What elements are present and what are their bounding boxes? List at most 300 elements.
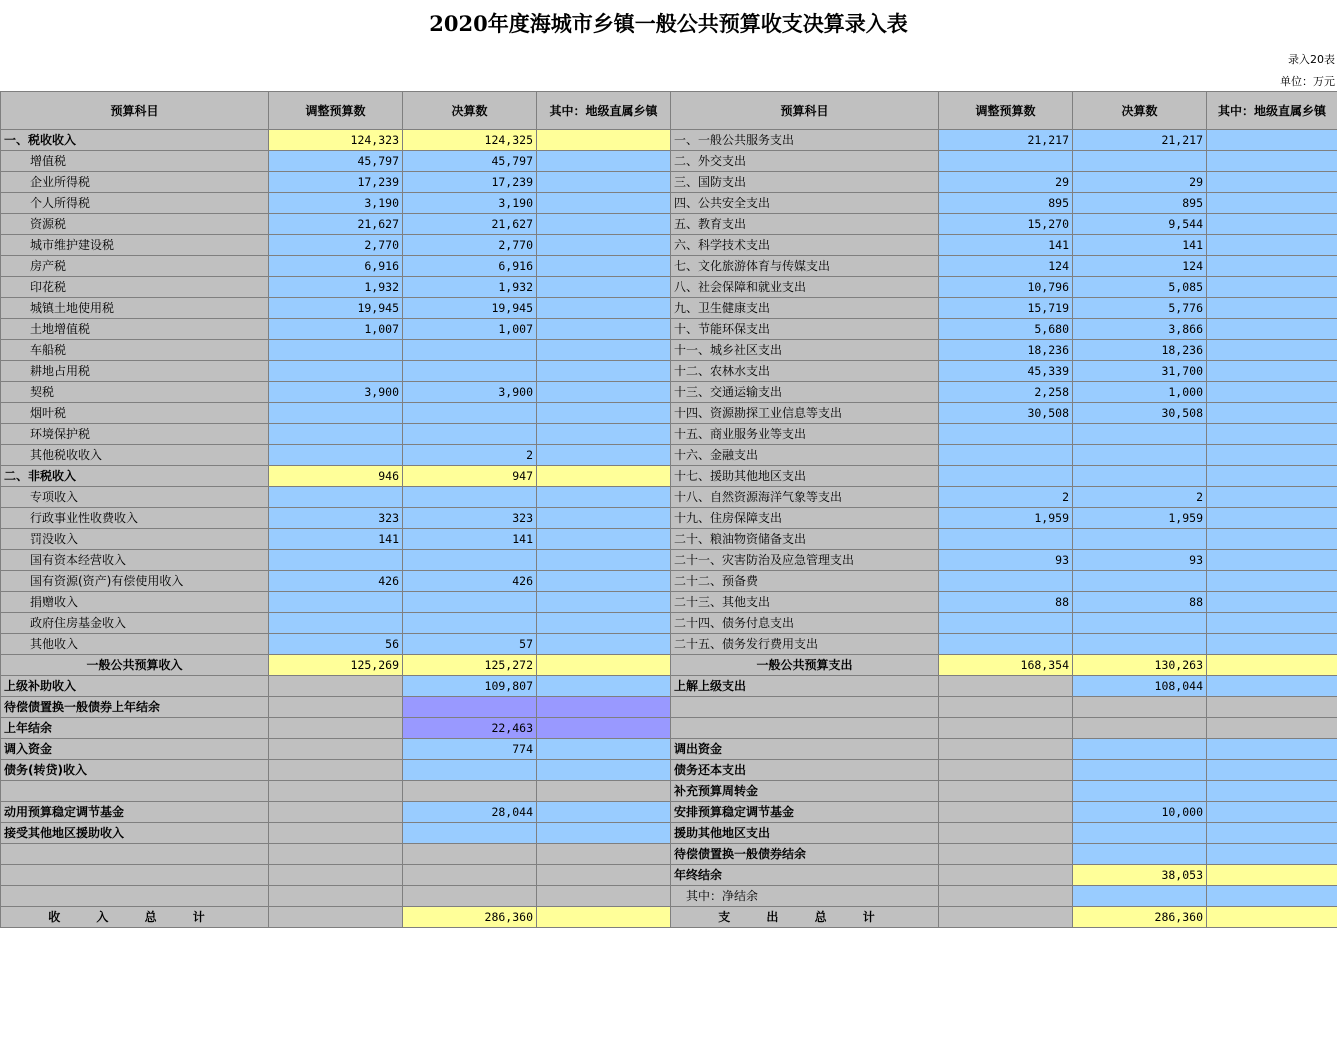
adjusted-budget-cell[interactable] [269,592,403,613]
final-amount-cell[interactable]: 1,959 [1073,508,1207,529]
adjusted-budget-cell [939,781,1073,802]
direct-township-cell[interactable] [537,529,671,550]
direct-township-cell[interactable] [537,361,671,382]
revenue-item-label: 其他税收收入 [1,445,269,466]
final-amount-cell[interactable]: 22,463 [403,718,537,739]
final-amount-cell[interactable] [1073,886,1207,907]
adjusted-budget-cell[interactable] [939,151,1073,172]
table-row [1,907,1337,928]
direct-township-cell[interactable] [537,445,671,466]
final-amount-cell[interactable] [1073,844,1207,865]
final-amount-cell[interactable]: 1,932 [403,277,537,298]
final-amount-cell[interactable]: 19,945 [403,298,537,319]
direct-township-cell[interactable] [1207,424,1337,445]
adjusted-budget-cell[interactable]: 2,770 [269,235,403,256]
direct-township-cell[interactable] [537,340,671,361]
direct-township-cell[interactable] [1207,214,1337,235]
adjusted-budget-cell[interactable] [269,445,403,466]
table-row [1,823,1337,844]
table-row [1,529,1337,550]
adjusted-budget-cell[interactable]: 1,932 [269,277,403,298]
table-row [1,634,1337,655]
table-row [1,718,1337,739]
final-amount-cell[interactable]: 426 [403,571,537,592]
direct-township-cell[interactable] [1207,760,1337,781]
adjusted-budget-cell[interactable]: 6,916 [269,256,403,277]
direct-township-cell[interactable] [1207,319,1337,340]
table-row [1,697,1337,718]
final-amount-cell[interactable]: 5,085 [1073,277,1207,298]
expenditure-item-label: 年终结余 [671,865,939,886]
direct-township-cell [1207,697,1337,718]
expenditure-item-label: 二十五、债务发行费用支出 [671,634,939,655]
adjusted-budget-cell[interactable] [939,571,1073,592]
direct-township-cell[interactable] [1207,634,1337,655]
expenditure-item-label: 一、一般公共服务支出 [671,130,939,151]
final-amount-cell[interactable] [1073,466,1207,487]
adjusted-budget-cell[interactable] [939,529,1073,550]
final-amount-cell[interactable] [403,403,537,424]
direct-township-cell[interactable] [537,634,671,655]
table-row [1,613,1337,634]
adjusted-budget-cell [939,886,1073,907]
direct-township-cell[interactable] [537,802,671,823]
adjusted-budget-cell[interactable]: 19,945 [269,298,403,319]
adjusted-budget-cell[interactable] [939,445,1073,466]
header-row [1,92,1337,130]
expenditure-item-label: 六、科学技术支出 [671,235,939,256]
adjusted-budget-cell [939,823,1073,844]
final-amount-cell[interactable] [1073,739,1207,760]
direct-township-cell[interactable] [537,319,671,340]
final-amount-cell [1073,697,1207,718]
adjusted-budget-cell [939,718,1073,739]
adjusted-budget-cell[interactable]: 5,680 [939,319,1073,340]
adjusted-budget-cell[interactable] [939,634,1073,655]
direct-township-cell[interactable] [1207,235,1337,256]
final-amount-cell[interactable]: 2,770 [403,235,537,256]
direct-township-cell[interactable] [537,466,671,487]
final-amount-cell[interactable] [403,487,537,508]
adjusted-budget-cell[interactable] [269,613,403,634]
table-row [1,403,1337,424]
direct-township-cell[interactable] [537,214,671,235]
expenditure-item-label: 十二、农林水支出 [671,361,939,382]
final-amount-cell[interactable]: 2 [1073,487,1207,508]
adjusted-budget-cell[interactable]: 141 [939,235,1073,256]
adjusted-budget-cell[interactable]: 2,258 [939,382,1073,403]
table-row [1,865,1337,886]
direct-township-cell[interactable] [537,760,671,781]
table-row [1,445,1337,466]
direct-township-cell[interactable] [1207,844,1337,865]
direct-township-cell[interactable] [1207,256,1337,277]
direct-township-cell [1207,718,1337,739]
adjusted-budget-cell[interactable]: 30,508 [939,403,1073,424]
direct-township-cell[interactable] [1207,487,1337,508]
direct-township-cell[interactable] [537,592,671,613]
adjusted-budget-cell [269,781,403,802]
final-amount-cell[interactable] [1073,151,1207,172]
adjusted-budget-cell[interactable] [269,403,403,424]
direct-township-cell[interactable] [537,382,671,403]
adjusted-budget-cell[interactable]: 29 [939,172,1073,193]
direct-township-cell[interactable] [1207,886,1337,907]
final-amount-cell[interactable] [1073,571,1207,592]
final-amount-cell[interactable]: 124 [1073,256,1207,277]
final-amount-cell[interactable]: 323 [403,508,537,529]
direct-township-cell[interactable] [537,571,671,592]
direct-township-cell[interactable] [537,508,671,529]
unit-label: 单位：万元 [1280,75,1335,88]
final-amount-cell[interactable]: 108,044 [1073,676,1207,697]
final-amount-cell[interactable]: 38,053 [1073,865,1207,886]
revenue-item-label: 个人所得税 [1,193,269,214]
final-amount-cell[interactable]: 30,508 [1073,403,1207,424]
final-amount-cell [1073,718,1207,739]
final-amount-cell[interactable]: 125,272 [403,655,537,676]
final-amount-cell[interactable] [1073,445,1207,466]
direct-township-cell[interactable] [1207,361,1337,382]
table-row [1,256,1337,277]
direct-township-cell[interactable] [537,907,671,928]
direct-township-cell[interactable] [537,256,671,277]
final-amount-cell[interactable]: 130,263 [1073,655,1207,676]
direct-township-cell[interactable] [537,739,671,760]
revenue-item-label: 车船税 [1,340,269,361]
revenue-item-label: 二、非税收入 [1,466,269,487]
direct-township-cell[interactable] [537,487,671,508]
final-amount-cell[interactable] [403,550,537,571]
final-amount-cell[interactable]: 141 [403,529,537,550]
expenditure-item-label: 十五、商业服务业等支出 [671,424,939,445]
revenue-item-label: 债务(转贷)收入 [1,760,269,781]
table-row [1,361,1337,382]
adjusted-budget-cell[interactable] [939,466,1073,487]
adjusted-budget-cell [939,865,1073,886]
final-amount-cell[interactable]: 286,360 [403,907,537,928]
final-amount-cell[interactable] [1073,424,1207,445]
final-amount-cell [403,781,537,802]
final-amount-cell[interactable]: 21,217 [1073,130,1207,151]
table-row [1,466,1337,487]
expenditure-item-label: 十四、资源勘探工业信息等支出 [671,403,939,424]
revenue-item-label: 上级补助收入 [1,676,269,697]
direct-township-cell[interactable] [1207,865,1337,886]
final-amount-cell [403,844,537,865]
final-amount-cell[interactable]: 29 [1073,172,1207,193]
expenditure-item-label: 待偿债置换一般债券结余 [671,844,939,865]
final-amount-cell[interactable]: 1,000 [1073,382,1207,403]
revenue-item-label: 企业所得税 [1,172,269,193]
expenditure-item-label: 二十二、预备费 [671,571,939,592]
direct-township-cell[interactable] [1207,172,1337,193]
final-amount-cell[interactable] [403,613,537,634]
expenditure-item-label: 援助其他地区支出 [671,823,939,844]
form-code: 录入20表 [1288,53,1335,66]
direct-township-cell[interactable] [537,298,671,319]
adjusted-budget-cell[interactable]: 3,190 [269,193,403,214]
direct-township-cell[interactable] [1207,655,1337,676]
table-row [1,319,1337,340]
final-amount-cell[interactable]: 9,544 [1073,214,1207,235]
revenue-item-label: 收 入 总 计 [1,907,269,928]
adjusted-budget-cell[interactable]: 895 [939,193,1073,214]
adjusted-budget-cell[interactable]: 10,796 [939,277,1073,298]
direct-township-cell[interactable] [537,172,671,193]
adjusted-budget-cell[interactable]: 21,627 [269,214,403,235]
direct-township-cell[interactable] [1207,823,1337,844]
direct-township-cell[interactable] [1207,151,1337,172]
direct-township-cell[interactable] [1207,130,1337,151]
direct-township-cell[interactable] [537,403,671,424]
adjusted-budget-cell[interactable] [939,424,1073,445]
header-cell: 决算数 [403,92,537,130]
adjusted-budget-cell[interactable]: 1,959 [939,508,1073,529]
final-amount-cell[interactable]: 109,807 [403,676,537,697]
direct-township-cell[interactable] [1207,277,1337,298]
final-amount-cell[interactable] [403,592,537,613]
direct-township-cell[interactable] [1207,298,1337,319]
final-amount-cell[interactable]: 1,007 [403,319,537,340]
expenditure-item-label: 十六、金融支出 [671,445,939,466]
direct-township-cell [537,865,671,886]
direct-township-cell[interactable] [1207,403,1337,424]
adjusted-budget-cell[interactable]: 141 [269,529,403,550]
header-cell: 预算科目 [1,92,269,130]
adjusted-budget-cell [939,907,1073,928]
adjusted-budget-cell[interactable]: 426 [269,571,403,592]
final-amount-cell[interactable]: 6,916 [403,256,537,277]
final-amount-cell[interactable] [1073,760,1207,781]
revenue-item-label: 城镇土地使用税 [1,298,269,319]
direct-township-cell[interactable] [1207,382,1337,403]
final-amount-cell[interactable]: 10,000 [1073,802,1207,823]
direct-township-cell[interactable] [537,235,671,256]
final-amount-cell[interactable] [1073,613,1207,634]
adjusted-budget-cell[interactable]: 124 [939,256,1073,277]
revenue-item-label [1,865,269,886]
direct-township-cell[interactable] [537,424,671,445]
revenue-item-label: 土地增值税 [1,319,269,340]
adjusted-budget-cell[interactable]: 93 [939,550,1073,571]
expenditure-item-label: 九、卫生健康支出 [671,298,939,319]
table-row [1,760,1337,781]
adjusted-budget-cell [269,823,403,844]
direct-township-cell[interactable] [537,718,671,739]
final-amount-cell[interactable] [1073,634,1207,655]
adjusted-budget-cell[interactable] [939,613,1073,634]
adjusted-budget-cell [269,718,403,739]
table-row [1,487,1337,508]
direct-township-cell[interactable] [1207,802,1337,823]
final-amount-cell[interactable] [1073,529,1207,550]
revenue-item-label: 待偿债置换一般债券上年结余 [1,697,269,718]
table-row [1,592,1337,613]
revenue-item-label: 烟叶税 [1,403,269,424]
adjusted-budget-cell[interactable]: 124,323 [269,130,403,151]
final-amount-cell[interactable]: 947 [403,466,537,487]
adjusted-budget-cell[interactable]: 45,339 [939,361,1073,382]
adjusted-budget-cell[interactable]: 45,797 [269,151,403,172]
final-amount-cell[interactable] [1073,823,1207,844]
adjusted-budget-cell[interactable] [269,424,403,445]
final-amount-cell[interactable]: 88 [1073,592,1207,613]
final-amount-cell[interactable]: 286,360 [1073,907,1207,928]
revenue-item-label: 接受其他地区援助收入 [1,823,269,844]
adjusted-budget-cell [939,676,1073,697]
final-amount-cell[interactable] [403,340,537,361]
adjusted-budget-cell[interactable] [269,487,403,508]
revenue-item-label: 一、税收收入 [1,130,269,151]
adjusted-budget-cell[interactable]: 3,900 [269,382,403,403]
direct-township-cell[interactable] [1207,613,1337,634]
adjusted-budget-cell[interactable]: 21,217 [939,130,1073,151]
final-amount-cell[interactable] [403,760,537,781]
table-row [1,235,1337,256]
direct-township-cell[interactable] [1207,781,1337,802]
revenue-item-label: 专项收入 [1,487,269,508]
direct-township-cell[interactable] [537,676,671,697]
adjusted-budget-cell [269,865,403,886]
adjusted-budget-cell[interactable]: 125,269 [269,655,403,676]
direct-township-cell[interactable] [1207,466,1337,487]
expenditure-item-label: 补充预算周转金 [671,781,939,802]
direct-township-cell[interactable] [1207,571,1337,592]
revenue-item-label [1,844,269,865]
adjusted-budget-cell[interactable]: 946 [269,466,403,487]
final-amount-cell[interactable]: 31,700 [1073,361,1207,382]
direct-township-cell[interactable] [537,550,671,571]
final-amount-cell[interactable]: 774 [403,739,537,760]
table-row [1,151,1337,172]
final-amount-cell[interactable]: 17,239 [403,172,537,193]
adjusted-budget-cell [269,676,403,697]
final-amount-cell[interactable] [403,424,537,445]
adjusted-budget-cell[interactable]: 15,270 [939,214,1073,235]
final-amount-cell[interactable]: 5,776 [1073,298,1207,319]
final-amount-cell[interactable] [1073,781,1207,802]
table-row [1,382,1337,403]
table-row [1,193,1337,214]
adjusted-budget-cell[interactable]: 56 [269,634,403,655]
table-row [1,508,1337,529]
final-amount-cell[interactable]: 2 [403,445,537,466]
direct-township-cell[interactable] [1207,193,1337,214]
final-amount-cell[interactable]: 895 [1073,193,1207,214]
final-amount-cell[interactable]: 3,190 [403,193,537,214]
header-cell: 其中：地级直属乡镇 [1207,92,1337,130]
final-amount-cell[interactable]: 3,900 [403,382,537,403]
final-amount-cell[interactable]: 3,866 [1073,319,1207,340]
revenue-item-label: 环境保护税 [1,424,269,445]
revenue-item-label: 契税 [1,382,269,403]
final-amount-cell [403,865,537,886]
final-amount-cell[interactable] [403,361,537,382]
expenditure-item-label: 二十三、其他支出 [671,592,939,613]
expenditure-item-label: 二、外交支出 [671,151,939,172]
direct-township-cell[interactable] [1207,550,1337,571]
table-row [1,550,1337,571]
revenue-item-label: 动用预算稳定调节基金 [1,802,269,823]
adjusted-budget-cell [269,739,403,760]
table-row [1,655,1337,676]
final-amount-cell[interactable]: 141 [1073,235,1207,256]
adjusted-budget-cell[interactable] [269,361,403,382]
revenue-item-label: 增值税 [1,151,269,172]
direct-township-cell[interactable] [537,130,671,151]
expenditure-item-label: 四、公共安全支出 [671,193,939,214]
table-row [1,781,1337,802]
table-row [1,571,1337,592]
adjusted-budget-cell[interactable] [269,340,403,361]
table-row [1,844,1337,865]
table-row [1,676,1337,697]
revenue-item-label: 行政事业性收费收入 [1,508,269,529]
adjusted-budget-cell [269,886,403,907]
expenditure-item-label: 安排预算稳定调节基金 [671,802,939,823]
direct-township-cell[interactable] [1207,508,1337,529]
adjusted-budget-cell[interactable]: 15,719 [939,298,1073,319]
table-row [1,886,1337,907]
adjusted-budget-cell[interactable]: 323 [269,508,403,529]
final-amount-cell[interactable]: 45,797 [403,151,537,172]
adjusted-budget-cell[interactable]: 2 [939,487,1073,508]
adjusted-budget-cell [269,907,403,928]
expenditure-item-label: 十九、住房保障支出 [671,508,939,529]
adjusted-budget-cell[interactable]: 88 [939,592,1073,613]
direct-township-cell[interactable] [1207,676,1337,697]
final-amount-cell[interactable]: 93 [1073,550,1207,571]
direct-township-cell[interactable] [537,655,671,676]
direct-township-cell[interactable] [1207,739,1337,760]
table-row [1,739,1337,760]
adjusted-budget-cell[interactable]: 168,354 [939,655,1073,676]
direct-township-cell[interactable] [537,823,671,844]
expenditure-item-label: 十、节能环保支出 [671,319,939,340]
expenditure-item-label: 八、社会保障和就业支出 [671,277,939,298]
adjusted-budget-cell[interactable]: 17,239 [269,172,403,193]
adjusted-budget-cell[interactable] [269,550,403,571]
direct-township-cell[interactable] [1207,592,1337,613]
adjusted-budget-cell[interactable]: 18,236 [939,340,1073,361]
header-cell: 调整预算数 [939,92,1073,130]
table-row [1,214,1337,235]
expenditure-item-label: 其中：净结余 [671,886,939,907]
final-amount-cell[interactable]: 57 [403,634,537,655]
final-amount-cell[interactable] [403,823,537,844]
direct-township-cell[interactable] [1207,445,1337,466]
final-amount-cell[interactable]: 18,236 [1073,340,1207,361]
final-amount-cell[interactable]: 28,044 [403,802,537,823]
expenditure-item-label: 二十一、灾害防治及应急管理支出 [671,550,939,571]
final-amount-cell[interactable]: 21,627 [403,214,537,235]
direct-township-cell[interactable] [537,193,671,214]
direct-township-cell[interactable] [537,613,671,634]
direct-township-cell[interactable] [537,151,671,172]
final-amount-cell[interactable] [403,697,537,718]
revenue-item-label: 房产税 [1,256,269,277]
direct-township-cell[interactable] [1207,340,1337,361]
direct-township-cell[interactable] [1207,907,1337,928]
direct-township-cell[interactable] [537,697,671,718]
direct-township-cell[interactable] [1207,529,1337,550]
expenditure-item-label: 支 出 总 计 [671,907,939,928]
direct-township-cell[interactable] [537,277,671,298]
adjusted-budget-cell[interactable]: 1,007 [269,319,403,340]
table-row [1,424,1337,445]
final-amount-cell[interactable]: 124,325 [403,130,537,151]
